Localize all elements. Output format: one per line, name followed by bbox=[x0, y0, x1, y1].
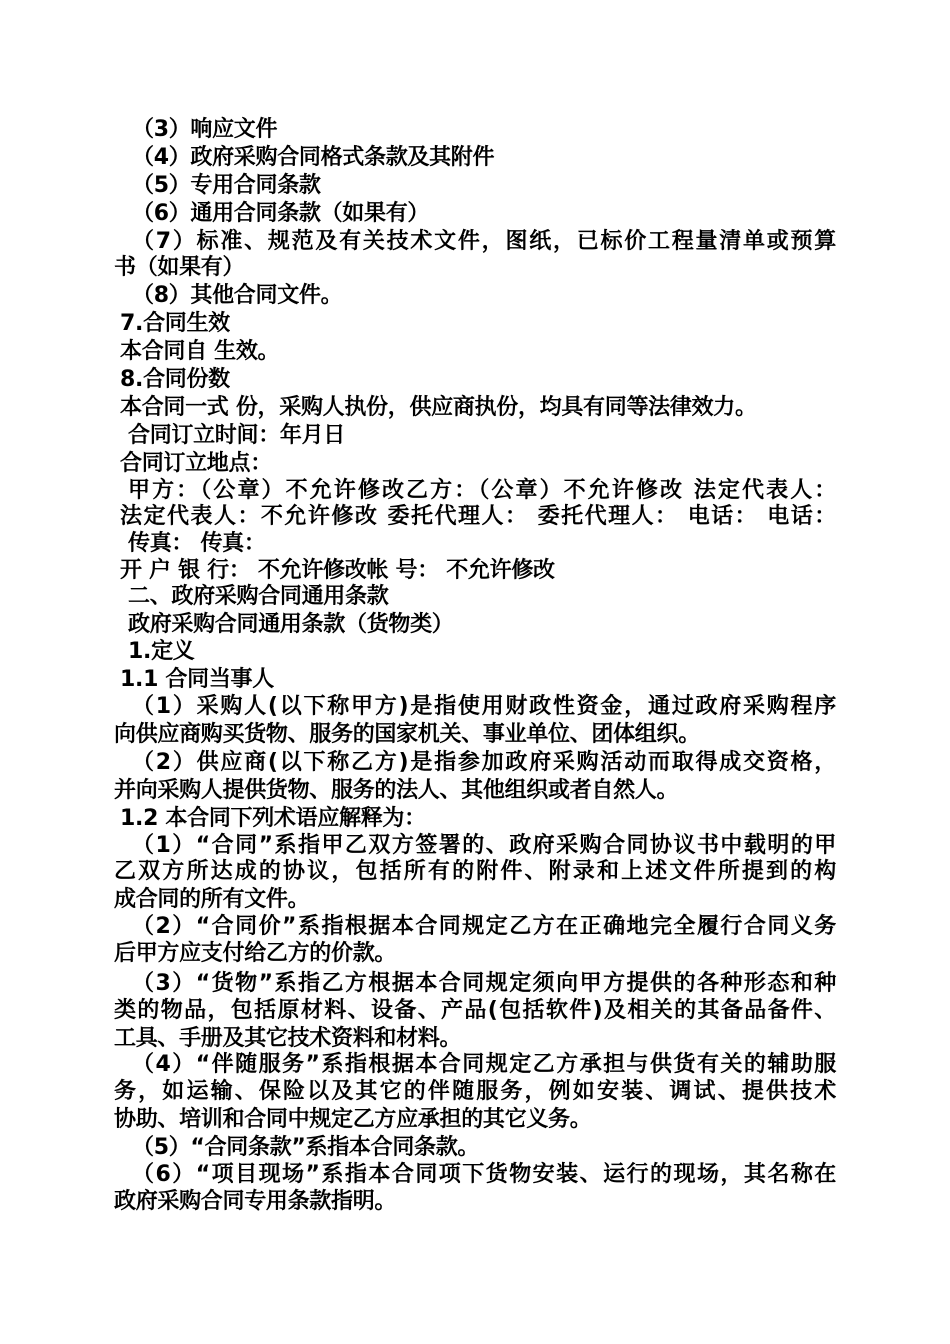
text-line: （8）其他合同文件。 bbox=[132, 283, 343, 308]
text-line: （6）“项目现场”系指本合同项下货物安装、运行的现场，其名称在 bbox=[132, 1162, 836, 1187]
text-line: 甲方：（公章）不允许修改乙方：（公章）不允许修改 法定代表人： bbox=[128, 478, 836, 503]
text-line: 法定代表人：不允许修改 委托代理人： 委托代理人： 电话： 电话： bbox=[120, 504, 836, 529]
text-line: 7.合同生效 bbox=[120, 311, 230, 336]
text-line: 协助、培训和合同中规定乙方应承担的其它义务。 bbox=[114, 1107, 592, 1132]
text-line: 务，如运输、保险以及其它的伴随服务，例如安装、调试、提供技术 bbox=[114, 1079, 836, 1104]
text-line: 1.1 合同当事人 bbox=[120, 667, 274, 692]
text-line: 8.合同份数 bbox=[120, 367, 230, 392]
text-line: （5）“合同条款”系指本合同条款。 bbox=[132, 1135, 480, 1160]
text-line: 政府采购合同专用条款指明。 bbox=[114, 1189, 397, 1214]
text-line: （7）标准、规范及有关技术文件，图纸，已标价工程量清单或预算 bbox=[132, 229, 836, 254]
text-line: 成合同的所有文件。 bbox=[114, 887, 310, 912]
text-line: 类的物品，包括原材料、设备、产品(包括软件)及相关的其备品备件、 bbox=[114, 998, 836, 1023]
text-line: 工具、手册及其它技术资料和材料。 bbox=[114, 1026, 462, 1051]
text-line: 向供应商购买货物、服务的国家机关、事业单位、团体组织。 bbox=[114, 722, 700, 747]
text-line: 1.定义 bbox=[128, 639, 195, 664]
text-line: 书（如果有） bbox=[114, 255, 245, 280]
text-line: （2）供应商(以下称乙方)是指参加政府采购活动而取得成交资格， bbox=[132, 750, 836, 775]
text-line: 合同订立时间：年月日 bbox=[128, 423, 346, 448]
text-line: （2）“合同价”系指根据本合同规定乙方在正确地完全履行合同义务 bbox=[132, 914, 836, 939]
text-line: 传真： 传真： bbox=[128, 531, 266, 556]
text-line: （1）“合同”系指甲乙双方签署的、政府采购合同协议书中载明的甲 bbox=[132, 833, 836, 858]
text-line: 本合同自 生效。 bbox=[120, 339, 280, 364]
text-line: （4）政府采购合同格式条款及其附件 bbox=[132, 145, 495, 170]
text-line: 合同订立地点： bbox=[120, 451, 272, 476]
text-line: （6）通用合同条款（如果有） bbox=[132, 201, 430, 226]
text-line: （3）“货物”系指乙方根据本合同规定须向甲方提供的各种形态和种 bbox=[132, 971, 836, 996]
text-line: 并向采购人提供货物、服务的法人、其他组织或者自然人。 bbox=[114, 778, 679, 803]
text-line: 政府采购合同通用条款（货物类） bbox=[128, 612, 454, 637]
text-line: 本合同一式 份，采购人执份，供应商执份，均具有同等法律效力。 bbox=[120, 395, 757, 420]
text-line: 二、政府采购合同通用条款 bbox=[128, 584, 389, 609]
text-line: （5）专用合同条款 bbox=[132, 173, 321, 198]
text-line: （1）采购人(以下称甲方)是指使用财政性资金，通过政府采购程序 bbox=[132, 694, 836, 719]
text-line: （4）“伴随服务”系指根据本合同规定乙方承担与供货有关的辅助服 bbox=[132, 1052, 836, 1077]
text-line: 后甲方应支付给乙方的价款。 bbox=[114, 941, 397, 966]
text-line: （3）响应文件 bbox=[132, 117, 278, 142]
text-line: 1.2 本合同下列术语应解释为： bbox=[120, 806, 426, 831]
text-line: 乙双方所达成的协议，包括所有的附件、附录和上述文件所提到的构 bbox=[114, 859, 836, 884]
text-line: 开 户 银 行： 不允许修改帐 号： 不允许修改 bbox=[120, 558, 555, 583]
